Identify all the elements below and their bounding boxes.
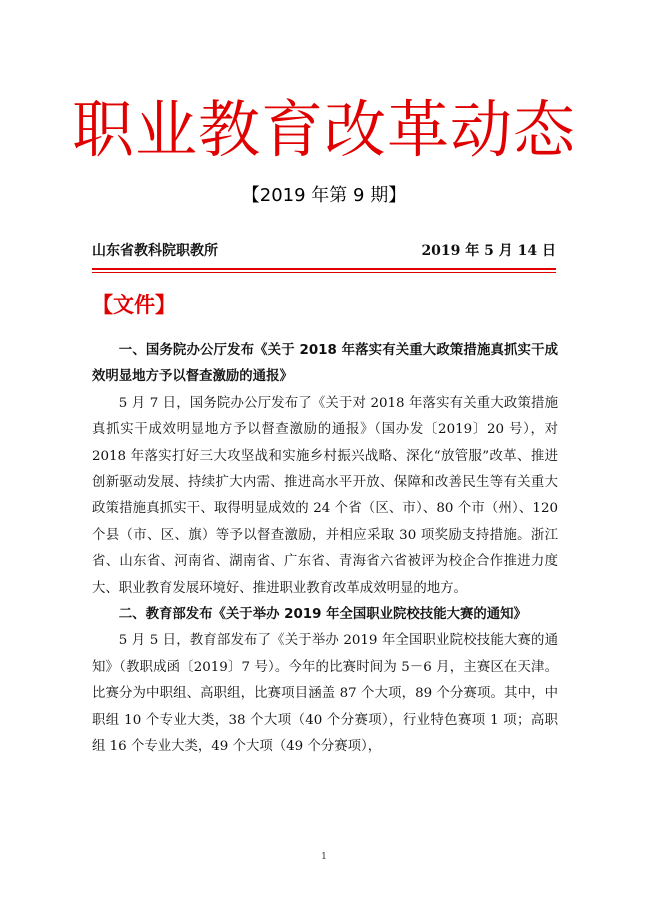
issue-number: 【2019 年第 9 期】 (241, 185, 407, 206)
header-rule-thin (92, 272, 556, 273)
article-heading: 一、国务院办公厅发布《关于 2018 年落实有关重大政策措施真抓实干成效明显地方予以督查激励的通报》 (92, 343, 558, 385)
masthead-title: 职业教育改革动态 (71, 93, 576, 166)
publish-date: 2019 年 5 月 14 日 (421, 243, 556, 259)
page-number: 1 (321, 852, 327, 862)
article-body: 5 月 5 日，教育部发布了《关于举办 2019 年全国职业院校技能大赛的通知》（教职成函〔2019〕7 号）。今年的比赛时间为 5－6 月，主赛区在天津。比赛分为中职组、高职组，比赛项目涵盖 87 个大项，89 个分赛项。其中，中职组 10 个专业大类，38 个大项（40 个分赛项），行业特色赛项 1 项；高职组 16 个专业大类，49 个大项（49 个分赛项）， (92, 633, 558, 755)
article-heading: 二、教育部发布《关于举办 2019 年全国职业院校技能大赛的通知》 (118, 607, 527, 623)
publisher-org: 山东省教科院职教所 (92, 243, 218, 259)
article-content (92, 338, 558, 761)
header-rule-thick (92, 268, 556, 270)
article-body: 5 月 7 日，国务院办公厅发布了《关于对 2018 年落实有关重大政策措施真抓实干成效明显地方予以督查激励的通报》（国办发〔2019〕20 号），对 2018 年落实打好三大攻坚战和实施乡村振兴战略、深化“放管服”改革、推进创新驱动发展、持续扩大内需、推进高水平开放、保障和改善民生等有关重大政策措施真抓实干、取得明显成效的 24 个省（区、市）、80 个市（州）、120 个县（市、区、旗）等予以督查激励，并相应采取 30 项奖励支持措施。浙江省、山东省、河南省、湖南省、广东省、青海省六省被评为校企合作推进力度大、职业教育发展环境好、推进职业教育改革成效明显的地方。 (92, 395, 558, 596)
section-label: 【文件】 (92, 293, 176, 317)
